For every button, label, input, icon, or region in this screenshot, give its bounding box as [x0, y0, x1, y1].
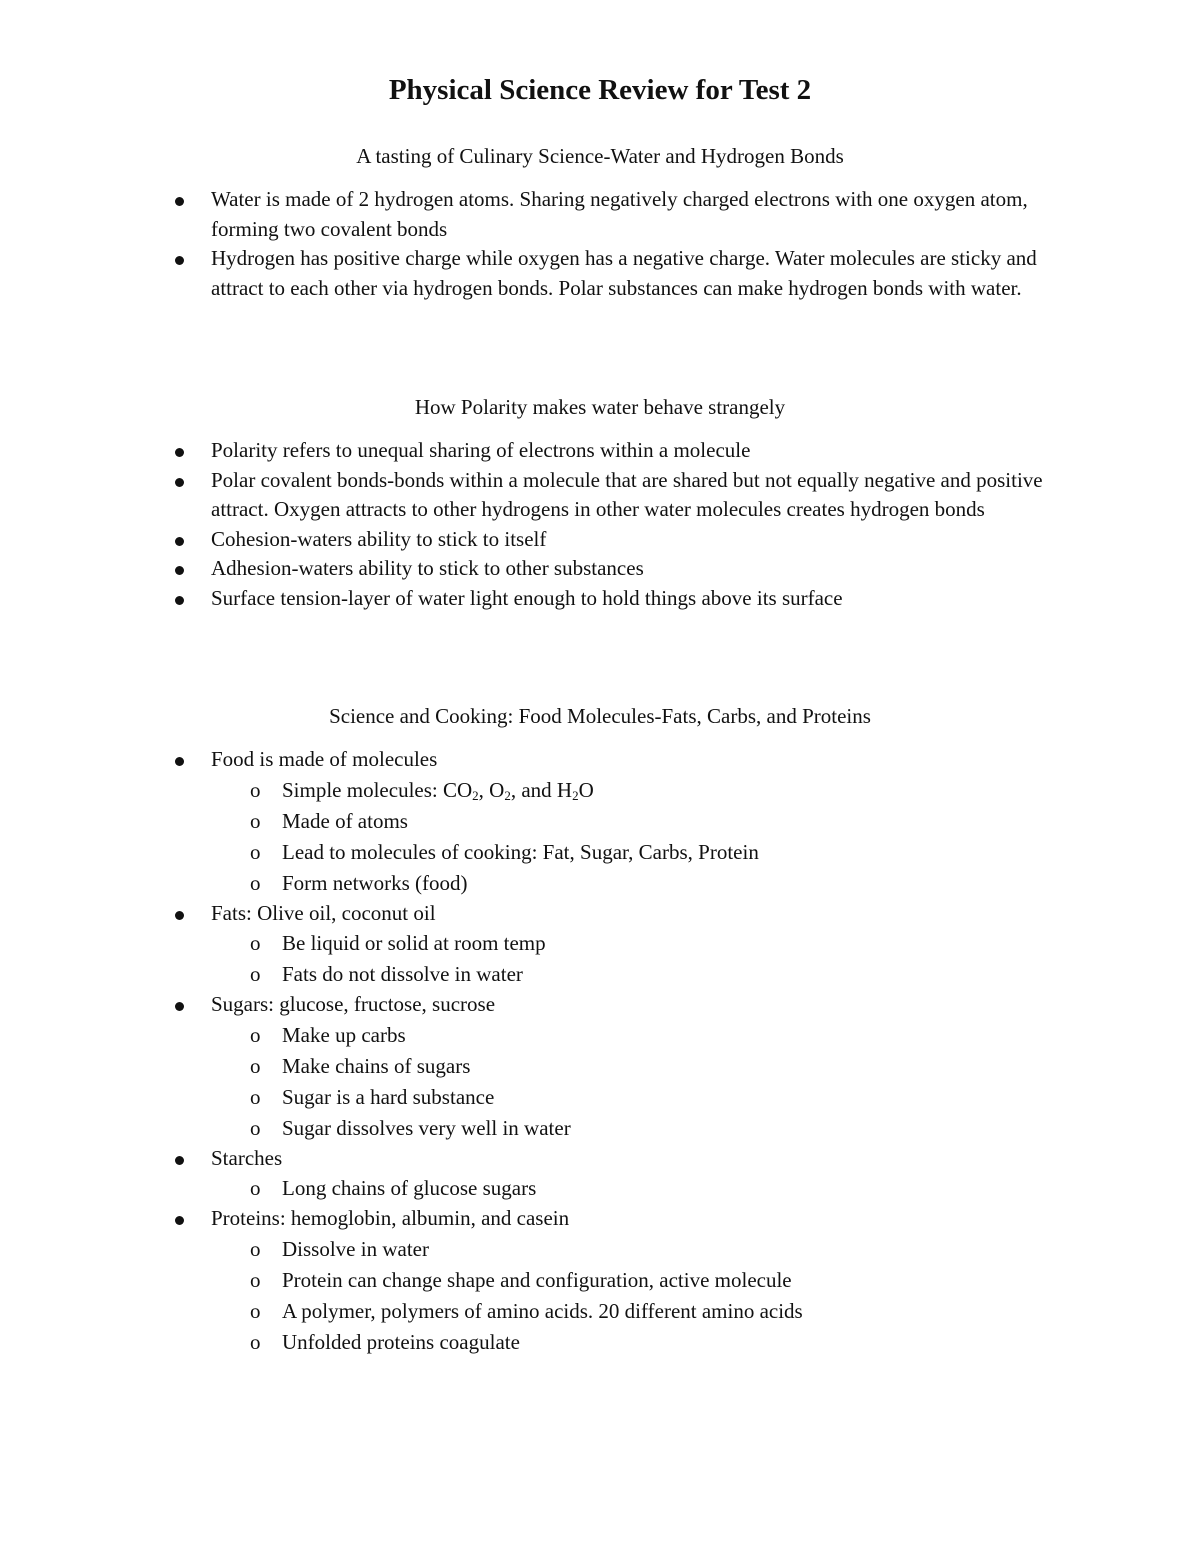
list-item-text: Surface tension-layer of water light enough to hold things above its surface [211, 585, 843, 610]
sub-bullet-marker: o [250, 962, 261, 986]
list-item [0, 244, 1061, 303]
sub-list-item [211, 1082, 1061, 1113]
sub-list-item-text: Form networks (food) [282, 870, 468, 895]
list-item-text: Water is made of 2 hydrogen atoms. Sharing negatively charged electrons with one oxygen atom, forming two covalent bonds [211, 187, 1028, 241]
sub-list-item-text: Lead to molecules of cooking: Fat, Sugar, Carbs, Protein [282, 839, 759, 864]
section-water-hydrogen-bonds [0, 141, 1200, 303]
list-item [0, 899, 1061, 991]
sub-list-item [211, 868, 1061, 899]
sub-bullet-marker: o [250, 1329, 261, 1354]
bullet-list [0, 436, 1200, 613]
section-polarity [0, 392, 1200, 613]
list-item-text: Starches [211, 1145, 283, 1170]
sub-list-item [211, 1173, 1061, 1204]
sub-list-item-text: Be liquid or solid at room temp [282, 931, 546, 955]
list-item-text: Polarity refers to unequal sharing of electrons within a molecule [211, 438, 751, 462]
page-title: Physical Science Review for Test 2 [388, 74, 812, 106]
sub-bullet-marker: o [250, 839, 261, 864]
sub-list-item [211, 959, 1061, 990]
bullet-icon [175, 1216, 184, 1225]
formula-subscript: 2 [472, 787, 479, 803]
list-item [0, 1204, 1061, 1358]
sub-list-item [211, 1113, 1061, 1144]
list-item [0, 466, 1061, 525]
bullet-icon [175, 1002, 184, 1011]
list-item [0, 1144, 1061, 1205]
sub-list-item-text: Dissolve in water [282, 1236, 429, 1261]
bullet-icon [175, 596, 184, 605]
formula-subscript: 2 [572, 787, 579, 803]
sub-bullet-marker: o [250, 870, 261, 895]
list-item [0, 185, 1061, 244]
bullet-icon [175, 197, 184, 206]
bullet-list [0, 745, 1200, 1358]
section-food-molecules [0, 701, 1200, 1358]
sub-list-item-text: Unfolded proteins coagulate [282, 1329, 520, 1354]
list-item [0, 745, 1061, 899]
list-item [0, 554, 1061, 584]
bullet-icon [175, 478, 184, 487]
list-item [0, 990, 1061, 1144]
formula-subscript: 2 [504, 787, 511, 803]
bullet-list [0, 185, 1200, 303]
sub-bullet-marker: o [250, 931, 261, 955]
sub-bullet-marker: o [250, 1115, 261, 1140]
bullet-icon [175, 1156, 184, 1165]
section-heading: How Polarity makes water behave strangely [414, 395, 786, 419]
sub-list [211, 1234, 1061, 1358]
bullet-icon [175, 911, 184, 920]
list-item-text: Polar covalent bonds-bonds within a molecule that are shared but not equally negative and positive attract. Oxygen attracts to other hydrogens in other water molecules creates hydrogen bonds [211, 467, 1043, 521]
bullet-icon [175, 537, 184, 546]
sub-list-item [211, 837, 1061, 868]
formula-text: O [578, 777, 594, 802]
list-item-text: Sugars: glucose, fructose, sucrose [211, 992, 496, 1016]
formula-text: , O [478, 777, 505, 802]
sub-list-item-text: Make up carbs [282, 1022, 406, 1047]
sub-list-item-text: Sugar dissolves very well in water [282, 1115, 571, 1140]
bullet-icon [175, 566, 184, 575]
sub-list-item [211, 806, 1061, 837]
list-item-text: Adhesion-waters ability to stick to other substances [211, 556, 644, 580]
bullet-icon [175, 256, 184, 265]
sub-list [211, 928, 1061, 990]
list-item-text: Cohesion-waters ability to stick to itself [211, 526, 547, 551]
formula-text: , and H [510, 777, 573, 802]
sub-list-item-text: Sugar is a hard substance [282, 1084, 495, 1109]
list-item-text: Proteins: hemoglobin, albumin, and casein [211, 1206, 570, 1230]
list-item-text: Hydrogen has positive charge while oxygen has a negative charge. Water molecules are sticky and attract to each other via hydrogen bonds. Polar substances can make hydrogen bonds with water. [211, 246, 1037, 300]
sub-list-item-text: Make chains of sugars [282, 1053, 471, 1078]
sub-bullet-marker: o [250, 1176, 261, 1200]
bullet-icon [175, 448, 184, 457]
sub-list-item-text: Long chains of glucose sugars [282, 1176, 537, 1200]
sub-list-item [211, 1296, 1061, 1327]
list-item [0, 436, 1061, 466]
sub-list-item-text [282, 778, 594, 802]
sub-bullet-marker: o [250, 777, 261, 802]
sub-bullet-marker: o [250, 808, 261, 833]
section-heading: A tasting of Culinary Science-Water and Hydrogen Bonds [356, 144, 844, 168]
list-item-text: Food is made of molecules [211, 747, 438, 771]
sub-bullet-marker: o [250, 1267, 261, 1292]
sub-bullet-marker: o [250, 1022, 261, 1047]
sub-list-item [211, 1234, 1061, 1265]
sub-bullet-marker: o [250, 1084, 261, 1109]
sub-list-item-text: Fats do not dissolve in water [282, 962, 523, 986]
list-item-text: Fats: Olive oil, coconut oil [211, 900, 436, 925]
sub-bullet-marker: o [250, 1236, 261, 1261]
section-heading: Science and Cooking: Food Molecules-Fats, Carbs, and Proteins [329, 704, 871, 728]
sub-list-item [211, 1020, 1061, 1051]
sub-list-item [211, 1051, 1061, 1082]
sub-list-item-text: Protein can change shape and configuration, active molecule [282, 1267, 792, 1292]
sub-list-item [211, 1327, 1061, 1358]
bullet-icon [175, 757, 184, 766]
list-item [0, 584, 1061, 614]
sub-list-item-text: Made of atoms [282, 808, 408, 833]
sub-list-item-text: A polymer, polymers of amino acids. 20 different amino acids [282, 1298, 803, 1323]
sub-list [211, 775, 1061, 899]
sub-bullet-marker: o [250, 1298, 261, 1323]
sub-list-item [211, 775, 1061, 806]
sub-list-item [211, 1265, 1061, 1296]
sub-list [211, 1173, 1061, 1204]
list-item [0, 525, 1061, 555]
sub-bullet-marker: o [250, 1053, 261, 1078]
formula-text: Simple molecules: CO [282, 777, 473, 802]
sub-list-item [211, 928, 1061, 959]
sub-list [211, 1020, 1061, 1144]
